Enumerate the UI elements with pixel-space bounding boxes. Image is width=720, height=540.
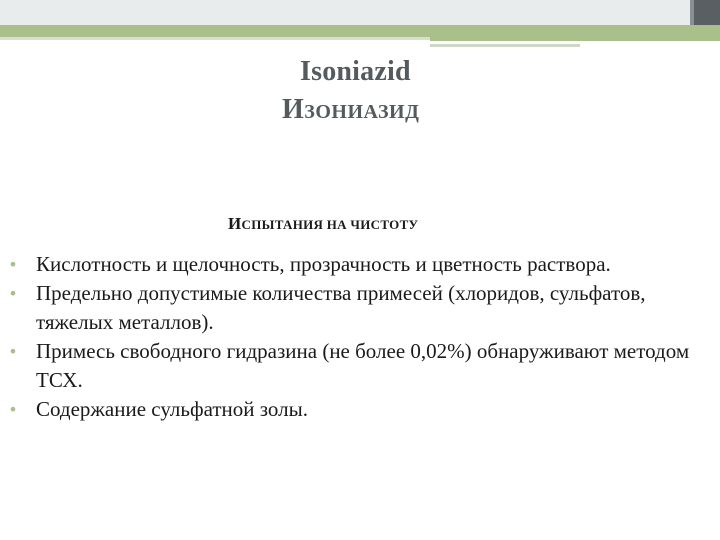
title-russian-rest: ЗОНИАЗИД	[304, 101, 420, 123]
title-russian-initial: И	[282, 94, 305, 125]
section-heading-rest: СПЫТАНИЯ НА ЧИСТОТУ	[241, 217, 419, 232]
bullet-dot-icon: •	[8, 284, 18, 303]
header-divider-short	[430, 44, 580, 47]
bullet-dot-icon: •	[8, 342, 18, 361]
section-heading-initial: И	[228, 214, 242, 233]
list-item	[0, 337, 706, 395]
list-item	[0, 279, 706, 337]
list-item-text: Кислотность и щелочность, прозрачность и цветность раствора.	[36, 252, 611, 276]
list-item	[0, 395, 706, 424]
header-divider-accent	[430, 37, 720, 41]
bullet-list	[0, 250, 720, 424]
list-item-text: Предельно допустимые количества примесей (хлоридов, сульфатов, тяжелых металлов).	[36, 281, 646, 334]
list-item-text: Содержание сульфатной золы.	[36, 397, 308, 421]
bullet-dot-icon: •	[8, 255, 18, 274]
list-item	[0, 250, 706, 279]
header-band-gray	[0, 0, 690, 25]
header-divider-thin	[0, 37, 430, 40]
header-band-green	[0, 25, 720, 37]
header-band-dark	[690, 0, 720, 25]
bullet-dot-icon: •	[8, 400, 18, 419]
title-russian	[282, 94, 419, 126]
title-latin: Isoniazid	[300, 56, 411, 87]
list-item-text: Примесь свободного гидразина (не более 0,02%) обнаруживают методом ТСХ.	[36, 339, 690, 392]
section-heading	[228, 214, 418, 234]
